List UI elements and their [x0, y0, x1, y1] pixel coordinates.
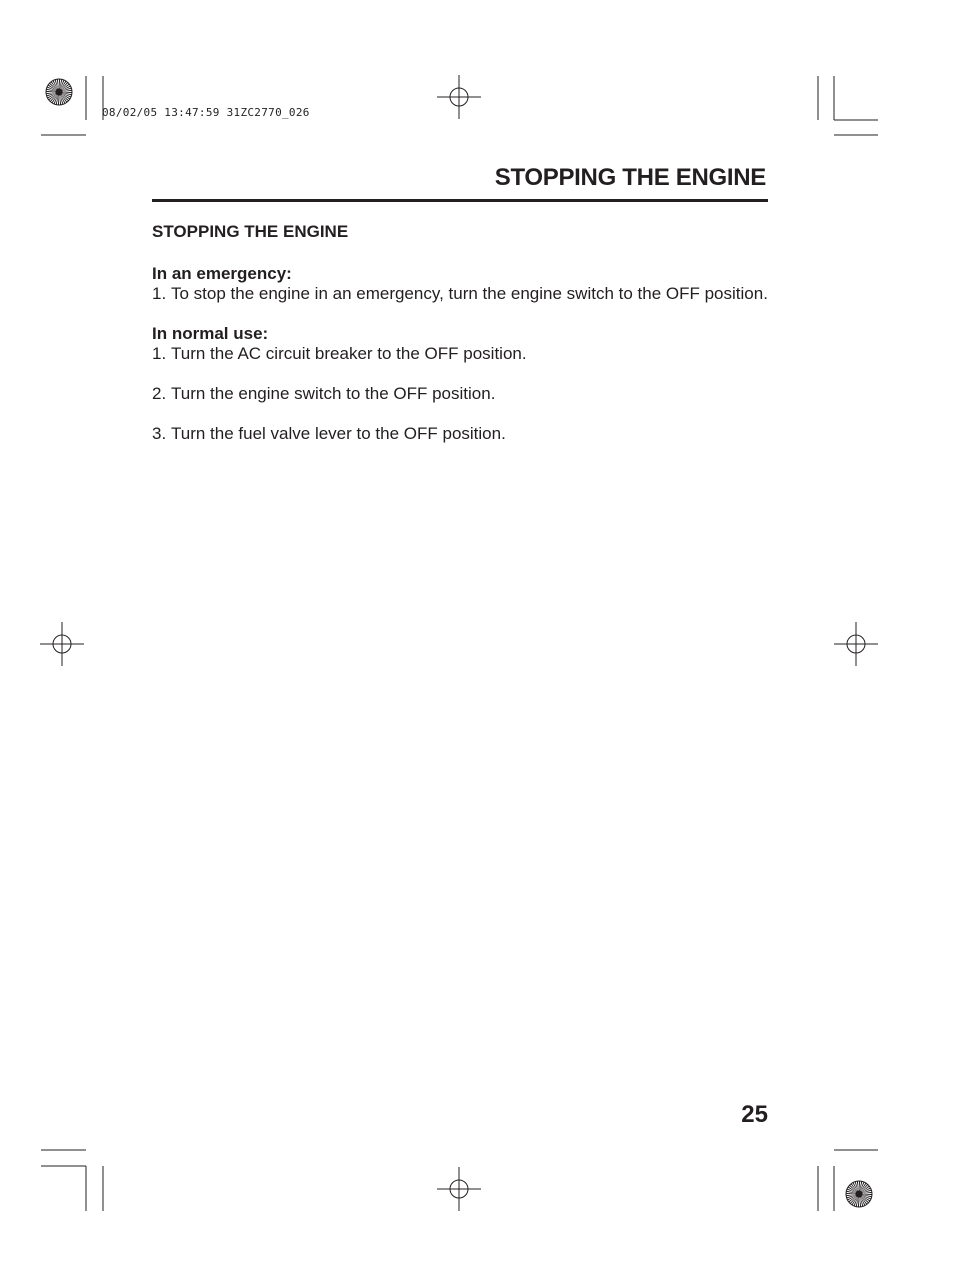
- step-text: To stop the engine in an emergency, turn the engine switch to the OFF position.: [171, 284, 768, 303]
- normal-use-steps: [152, 344, 768, 444]
- step-number: 2.: [152, 384, 167, 403]
- emergency-steps: [152, 284, 768, 304]
- normal-use-subheading: In normal use:: [152, 324, 269, 343]
- section-heading: STOPPING THE ENGINE: [152, 222, 349, 241]
- registration-crosshair-icon: [834, 622, 878, 666]
- starburst-target-icon: [46, 79, 72, 105]
- list-item: [152, 284, 768, 304]
- starburst-target-icon: [846, 1181, 872, 1207]
- list-item: [152, 344, 768, 364]
- emergency-subheading: In an emergency:: [152, 264, 292, 283]
- registration-crosshair-icon: [437, 1167, 481, 1211]
- header-rule: [152, 199, 768, 202]
- page-header-title: STOPPING THE ENGINE: [494, 164, 766, 191]
- list-item: [152, 384, 768, 404]
- page-content: [152, 222, 768, 464]
- step-number: 1.: [152, 284, 167, 303]
- registration-crosshair-icon: [437, 75, 481, 119]
- step-text: Turn the engine switch to the OFF position.: [171, 384, 496, 403]
- step-text: Turn the AC circuit breaker to the OFF position.: [171, 344, 527, 363]
- print-info: 08/02/05 13:47:59 31ZC2770_026: [102, 106, 310, 119]
- step-number: 3.: [152, 424, 167, 443]
- page-number: 25: [741, 1101, 768, 1128]
- step-number: 1.: [152, 344, 167, 363]
- list-item: [152, 424, 768, 444]
- registration-crosshair-icon: [40, 622, 84, 666]
- step-text: Turn the fuel valve lever to the OFF position.: [171, 424, 506, 443]
